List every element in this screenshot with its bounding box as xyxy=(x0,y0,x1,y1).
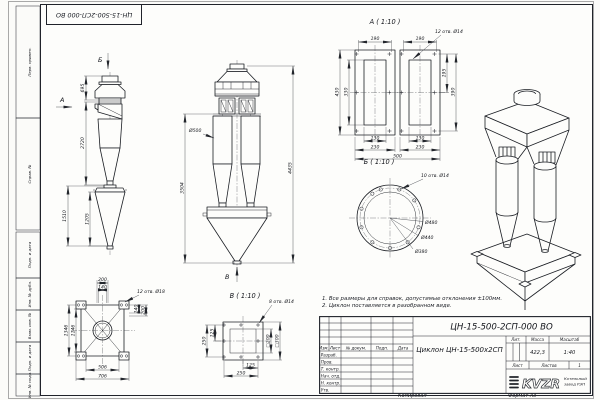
strip-label: Инв. № дубл. xyxy=(27,280,32,308)
dim-230-right: 230 xyxy=(415,145,425,151)
doc-number: ЦН-15-500-2СП-000 ВО xyxy=(450,322,553,333)
view-a xyxy=(323,12,470,170)
inverted-stamp-box xyxy=(46,4,142,25)
holes-note: 12 отв. Ø18 xyxy=(137,290,165,295)
copied-label: Копировал xyxy=(398,393,427,399)
strip-label: Перв. примен. xyxy=(27,47,32,77)
dim-200-right: 200 xyxy=(141,306,147,315)
dim-330: 330 xyxy=(344,87,350,97)
dim-1510: 1510 xyxy=(63,210,68,222)
row-razrab: Разраб. xyxy=(320,352,337,358)
mass-label: Масса xyxy=(530,337,545,342)
col-doc: № докум. xyxy=(345,345,367,351)
logo-text: KVZR xyxy=(522,376,561,391)
stamp-number: ЦН-15-500-2СП-000 ВО xyxy=(55,10,133,19)
lit-label: Лит. xyxy=(511,337,521,342)
row-tkontr: Т. контр. xyxy=(320,366,340,372)
dim-190-right: 190 xyxy=(415,37,425,42)
dim-140-right: 140 xyxy=(134,304,140,314)
section-label-b: Б xyxy=(98,56,103,64)
section-label-v: В xyxy=(225,273,230,281)
dim-sq200: □200 xyxy=(266,334,272,348)
logo-coil-icon xyxy=(510,377,518,388)
view-b xyxy=(333,150,460,272)
holes-leader xyxy=(259,305,272,323)
row-prov: Пров. xyxy=(320,359,333,365)
dim-125-left: 125 xyxy=(210,328,216,338)
isometric-view xyxy=(455,60,590,310)
dim-500: 500 xyxy=(393,154,402,160)
company-line1: Котельный xyxy=(564,376,587,381)
dim-130-right: 130 xyxy=(415,136,425,142)
scale-label: Масштаб xyxy=(559,337,580,342)
dim-3504: 3504 xyxy=(180,182,186,194)
row-nkontr: Н. контр. xyxy=(320,380,341,386)
dim-440: Ø440 xyxy=(421,236,434,241)
dim-706: 706 xyxy=(98,374,107,380)
dim-sq300: □300 xyxy=(275,334,281,348)
left-margin-strip xyxy=(12,2,42,398)
dim-390: 390 xyxy=(451,87,457,97)
dim-125-bottom: 125 xyxy=(246,363,255,369)
dim-200-top: 200 xyxy=(98,278,107,283)
leader-d500 xyxy=(203,134,214,138)
col-podp: Подп. xyxy=(375,345,389,351)
dim-480: Ø480 xyxy=(425,221,438,226)
dim-140-top: 140 xyxy=(98,285,107,291)
dim-1205: 1205 xyxy=(85,213,91,225)
strip-label: Инв. № подл. xyxy=(27,371,32,398)
product-title: Циклон ЦН-15-500х2СП xyxy=(416,346,503,354)
col-izm: Изм. xyxy=(319,345,329,351)
dim-1346: 1346 xyxy=(64,324,70,337)
notes xyxy=(322,296,590,310)
sheets-label: Листов xyxy=(541,362,557,368)
section-label-a: А xyxy=(60,96,65,104)
holes-leader xyxy=(125,295,139,302)
dim-380: Ø380 xyxy=(415,250,428,255)
iso-cyclone xyxy=(471,90,581,311)
leader-380 xyxy=(390,218,413,249)
dim-d500: Ø500 xyxy=(189,129,202,134)
scale-value: 1:40 xyxy=(563,350,576,356)
note-1: 1. Все размеры для справок, допустимые отклонения ±100мм. xyxy=(322,296,503,302)
strip-label: Подп. и дата xyxy=(27,344,32,372)
strip-label: Подп. и дата xyxy=(27,241,32,269)
dim-430: 430 xyxy=(335,87,341,97)
dim-250-left: 250 xyxy=(202,336,208,346)
title-block xyxy=(319,316,591,394)
dim-1146: 1146 xyxy=(71,324,77,337)
row-utv: Утв. xyxy=(320,387,330,393)
dim-195: 195 xyxy=(442,68,448,78)
view-b-title: Б ( 1:10 ) xyxy=(363,158,395,166)
dim-2720: 2720 xyxy=(81,137,86,149)
note-2: 2. Циклон поставляется в разобранном виде. xyxy=(322,303,452,309)
holes-note: 8 отв. Ø14 xyxy=(269,300,294,305)
dim-506: 506 xyxy=(98,365,107,371)
holes-leader xyxy=(401,179,423,189)
extension-lines xyxy=(205,322,282,378)
sheets-value: 1 xyxy=(578,362,581,368)
col-list: Лист xyxy=(329,345,341,351)
support-view xyxy=(53,270,180,396)
view-v-title: В ( 1:10 ) xyxy=(229,292,261,300)
side-view xyxy=(48,50,170,265)
plate-centerlines xyxy=(350,45,445,140)
holes-note: 12 отв. Ø14 xyxy=(435,30,463,35)
view-v xyxy=(193,286,325,394)
holes-note: 10 отв. Ø14 xyxy=(421,174,449,179)
dim-130-left: 130 xyxy=(370,136,380,142)
view-a-title: А ( 1:10 ) xyxy=(369,18,401,26)
dim-250-bottom: 250 xyxy=(236,371,246,377)
mass-value: 422,3 xyxy=(530,350,545,356)
col-data: Дата xyxy=(397,345,409,351)
sheet-label: Лист xyxy=(512,362,523,368)
dim-4435: 4435 xyxy=(288,162,294,174)
row-nach: Нач. отд. xyxy=(320,373,341,379)
dim-230-left: 230 xyxy=(370,145,380,151)
strip-label: Взам. инв. № xyxy=(27,312,32,340)
dim-695: 695 xyxy=(81,83,86,93)
front-view xyxy=(175,58,305,288)
strip-label: Справ. № xyxy=(27,164,32,184)
company-line2: завод РЭП xyxy=(564,381,586,387)
format-label: Формат А3 xyxy=(508,393,537,399)
dim-190-left: 190 xyxy=(370,37,380,42)
